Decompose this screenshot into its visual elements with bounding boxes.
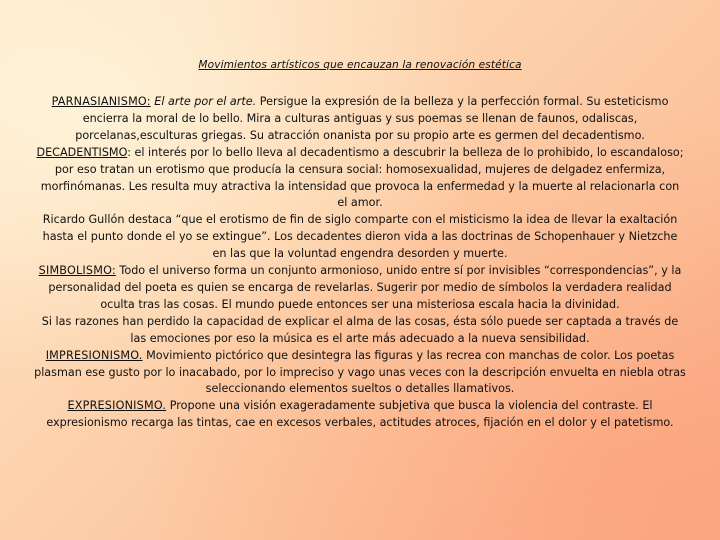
text-simbolismo-extra: Si las razones han perdido la capacidad de explicar el alma de las cosas, ésta sólo puede ser captada a través de las emociones por eso la música es el arte más adecuado a la nueva sensibilidad.	[41, 314, 679, 345]
term-impresionismo: IMPRESIONISMO.	[45, 348, 143, 362]
paragraph-gullon-quote	[34, 212, 686, 263]
paragraph-decadentismo	[34, 145, 686, 213]
term-decadentismo: DECADENTISMO	[36, 145, 128, 159]
term-simbolismo: SIMBOLISMO:	[38, 264, 116, 278]
paragraph-simbolismo-extra	[34, 314, 686, 348]
text-decadentismo: : el interés por lo bello lleva al decadentismo a descubrir la belleza de lo prohibido, lo escandaloso; por eso tratan un erotismo que producía la censura social: homosexualidad, mujeres de delgadez enfermiza, morfinómanas. Les resulta muy atractiva la intensidad que provoca la enfermedad y la muerte al relacionarla con el amor.	[40, 145, 684, 210]
text-expresionismo: Propone una visión exageradamente subjetiva que busca la violencia del contraste. El expresionismo recarga las tintas, cae en excesos verbales, actitudes atroces, fijación en el dolor y el patetismo.	[46, 399, 674, 430]
paragraph-parnasianismo	[34, 94, 686, 145]
paragraph-impresionismo	[34, 348, 686, 399]
text-impresionismo: Movimiento pictórico que desintegra las figuras y las recrea con manchas de color. Los poetas plasman ese gusto por lo inacabado, por lo impreciso y vago unas veces con la descripción envuelta en niebla otras seleccionando elementos sueltos o detalles llamativos.	[34, 348, 686, 396]
text-simbolismo: Todo el universo forma un conjunto armonioso, unido entre sí por invisibles “correspondencias”, y la personalidad del poeta es quien se encarga de revelarlas. Sugerir por medio de símbolos la verdadera realidad oculta tras las cosas. El mundo puede entonces ser una misteriosa escala hacia la divinidad.	[48, 264, 682, 311]
paragraph-simbolismo	[34, 263, 686, 314]
subtitle-parnasianismo: El arte por el arte.	[154, 95, 257, 108]
text-parnasianismo: Persigue la expresión de la belleza y la perfección formal. Su esteticismo encierra la moral de lo bello. Mira a culturas antiguas y sus poemas se llenan de faunos, odaliscas, porcelanas,esculturas griegas. Su atracción onanista por su propio arte es germen del decadentismo.	[75, 95, 669, 142]
slide-title: Movimientos artísticos que encauzan la renovación estética	[198, 59, 522, 71]
term-expresionismo: EXPRESIONISMO.	[67, 399, 167, 413]
body-text	[34, 94, 686, 432]
text-gullon-quote: Ricardo Gullón destaca “que el erotismo de fin de siglo comparte con el misticismo la idea de llevar la exaltación hasta el punto donde el yo se extingue”. Los decadentes dieron vida a las doctrinas de Schopenhauer y Nietzche en las que la voluntad engendra desorden y muerte.	[42, 213, 678, 261]
term-parnasianismo: PARNASIANISMO:	[51, 95, 151, 108]
paragraph-expresionismo	[34, 398, 686, 432]
